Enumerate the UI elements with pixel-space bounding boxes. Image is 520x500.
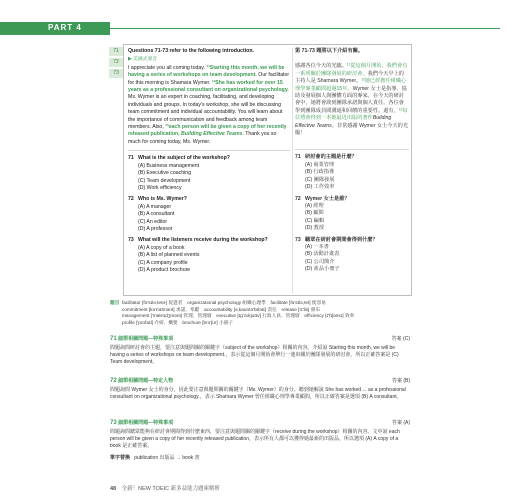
option: (D) 教授 [305, 225, 325, 232]
answer-key: 答案 (C) [391, 336, 410, 342]
audio-icon: ▶ [128, 57, 132, 63]
arrow-icon: → [175, 454, 181, 461]
english-column [128, 48, 290, 274]
answer-72 [110, 378, 410, 401]
tip-label: 單字替換 [110, 454, 131, 461]
answer-key: 答案 (A) [391, 420, 410, 426]
accent-label: 美國式發音 [133, 57, 158, 63]
option: (A) 商業管理 [305, 161, 335, 168]
option: (A) 一本書 [305, 243, 329, 250]
highlight-73: ¹³each person will be given a copy of her recently released publication, [128, 124, 287, 138]
vocab-line: profile ['profaɪl] 介紹、概要 brochure [bro'ʃʊr] 小冊子 [122, 319, 234, 325]
question-number: 72 [128, 196, 134, 203]
option: (D) Work efficiency [138, 184, 182, 191]
gutter-number: 72 [109, 58, 123, 67]
answer-category: 細節相關問題—特殊事項 [118, 336, 174, 342]
highlight-71: ¹¹Starting this month, we will be having a series of workshops on team development. [128, 64, 285, 79]
option: (B) A consultant [138, 211, 175, 218]
question-number: 71 [128, 155, 134, 162]
question-stem: Wymer 女士是誰？ [305, 195, 350, 202]
answer-key: 答案 (B) [391, 378, 410, 384]
option: (B) A list of planned events [138, 252, 200, 259]
accent-tag [128, 56, 157, 63]
question-72-zh [295, 196, 409, 233]
highlight-72: ¹²She has worked for over 15 years as a professional consultant on organizational psychology. [128, 79, 289, 94]
option: (A) A manager [138, 203, 172, 210]
question-number: 71 [295, 154, 301, 161]
option: (D) A professor [138, 225, 173, 232]
option: (A) Business management [138, 162, 200, 169]
question-73-zh [295, 237, 409, 274]
question-stem: What will the listeners receive during the workshop? [138, 237, 268, 244]
tip-to: book 書 [182, 454, 200, 461]
option: (C) An editor [138, 218, 168, 225]
header-rule [110, 28, 500, 29]
translation-part: Wymer 女士是指導、協助及發展個人與團體方面的專家。在今天的研討會中，她將會談到團隊承諾與個人責任。各位會學到團隊成員間溝通和回饋的重要性。還有， [295, 85, 407, 114]
vocab-label: 題目 [110, 300, 120, 305]
divider [295, 149, 409, 150]
translation-intro: 第 71-73 題將以下介紹有關。 [295, 48, 364, 54]
page-number: 48 [110, 486, 117, 492]
option: (B) 行政指導 [305, 169, 335, 176]
answer-number: 72 [110, 378, 117, 384]
passage-part: Our facilitator for this morning is Shamara Wymer. [128, 72, 290, 86]
part-tab [0, 22, 110, 35]
option: (C) Team development [138, 177, 191, 184]
page-footer [110, 484, 220, 492]
option: (B) 活動計畫表 [305, 251, 340, 258]
translation-highlight-71: ¹¹從這個月開始，我們會有一系列關於團隊發展的研討會。 [295, 63, 408, 77]
question-stem: 聽眾在研討會期間會得到什麼？ [305, 236, 378, 243]
passage-part: I appreciate you all coming today. [128, 64, 207, 71]
answer-explanation: 問題詢問 Wymer 女士的身分，因此要注意與題問關的關鍵字（Ms. Wymer）的身分。聽到她解說 She has worked ... as a professional consultant on organizational psychology.，表示 Shamara Wymer 曾任組織心理學專業顧問，所以正確答案是選項 (B) A consultant。 [110, 387, 406, 401]
translation-part: 我們今天早上的主持人是 Shamara Wymer。 [295, 70, 404, 85]
question-number: 72 [295, 195, 301, 202]
gutter-number: 71 [109, 47, 123, 56]
question-72 [128, 196, 290, 233]
part-label: PART 4 [48, 23, 82, 32]
option: (C) 團隊發展 [305, 176, 335, 183]
passage-text [128, 65, 290, 146]
question-stem: 研討會的主題是什麼？ [305, 154, 357, 161]
option: (D) 產品小冊子 [305, 266, 340, 273]
vocab-line: facilitator [fə'sɪlə,tetɚ] 促進者 organizational psychology 組織心理學 facilitate [fə'sɪlə,tet] 使容易 [122, 300, 326, 305]
question-71-zh [295, 154, 409, 191]
option: (A) 經理 [305, 202, 324, 209]
answer-71 [110, 336, 410, 367]
question-73 [128, 237, 290, 274]
option: (C) 編輯 [305, 217, 325, 224]
question-number: 73 [295, 236, 301, 243]
option: (D) A product brochure [138, 266, 191, 273]
tip-from: publication 出版品 [134, 454, 175, 461]
answer-category: 細節相關問題—特定人物 [118, 378, 174, 384]
vocab-swap-tip [110, 455, 410, 462]
answer-73 [110, 420, 410, 462]
option: (B) Executive coaching [138, 170, 192, 177]
divider [128, 150, 290, 151]
option: (C) 公司簡介 [305, 258, 335, 265]
question-stem: Who is Ms. Wymer? [138, 196, 187, 203]
translation-highlight-72: ¹²她已經擔任組織心理學專業顧問超過15年。 [295, 78, 407, 92]
translation-part: 。非常感謝 Wymer 女士今天的光臨！ [295, 122, 409, 137]
question-stem: What is the subject of the workshop? [138, 155, 230, 162]
option: (C) A company profile [138, 259, 188, 266]
passage-intro: Questions 71-73 refer to the following introduction. [128, 48, 254, 54]
gutter-number: 73 [109, 69, 123, 78]
column-divider [292, 48, 293, 293]
book-title: Building Effective Teams [181, 131, 243, 138]
translation-highlight-73: ¹³每位將會得到一本她最近出版的著作 [295, 107, 408, 122]
book-footer-title: 全新！NEW TOEIC 新多益能力題庫解析 [121, 486, 221, 492]
translation-book-title: Building Effective Teams [295, 115, 392, 129]
passage-part: . Thank you so much for coming today, Ms. Wymer. [128, 131, 277, 145]
passage-part: Ms. Wymer is an expert in coaching, facilitating, and developing individuals and groups. In today's workshop, she will be discussing team commitment and individual accountability. You will learn about the importance of communication and feedback among team members. Also, [128, 94, 283, 131]
question-71 [128, 155, 290, 192]
answer-explanation: 問題詢問聽眾能夠在研討會期間得到什麼東西，要注意與題問關的關鍵字（receive during the workshop）相關的內容。文中說 each person will be given a copy of her recently released publication，表示所有人都可以獲得她最新的出版品，所以選項 (A) A copy of a book 是正確答案。 [110, 429, 400, 450]
option: (B) 顧問 [305, 210, 324, 217]
chinese-column [295, 48, 409, 274]
translation-text [295, 63, 409, 137]
option: (D) 工作效率 [305, 184, 335, 191]
question-number-gutter [109, 47, 123, 80]
question-box [123, 44, 412, 296]
vocab-line: management ['mænɪdʒmənt] 管理、管理層 executive [ɪg'zɛkjʊtɪv] 行政人員、管理層 efficiency [ɪ'fɪʃənsɪ] 效率 [122, 313, 355, 319]
option: (A) A copy of a book [138, 244, 185, 251]
vocabulary-block [110, 300, 410, 326]
answer-category: 細節相關問題—特殊事項 [118, 420, 174, 426]
answer-explanation: 問題詢問研討會的主題，要注意與題問關的關鍵字（subject of the workshop）相關的內容。介紹說 Starting this month, we will be having a series of workshops on team development.，表示從這個月開始會舉行一連串關於團隊發展的研討會，所以正確答案是 (C) Team development。 [110, 345, 399, 366]
translation-part: 感謝各位今天的光臨。 [295, 63, 347, 70]
answer-number: 71 [110, 336, 117, 342]
vocab-line: commitment [kə'mɪtmənt] 承諾、奉獻 accountability [ə,kaʊntə'bɪlətɪ] 責任 release [rɪ'lis] 發布 [122, 306, 321, 312]
question-number: 73 [128, 237, 134, 244]
answer-number: 73 [110, 420, 117, 426]
